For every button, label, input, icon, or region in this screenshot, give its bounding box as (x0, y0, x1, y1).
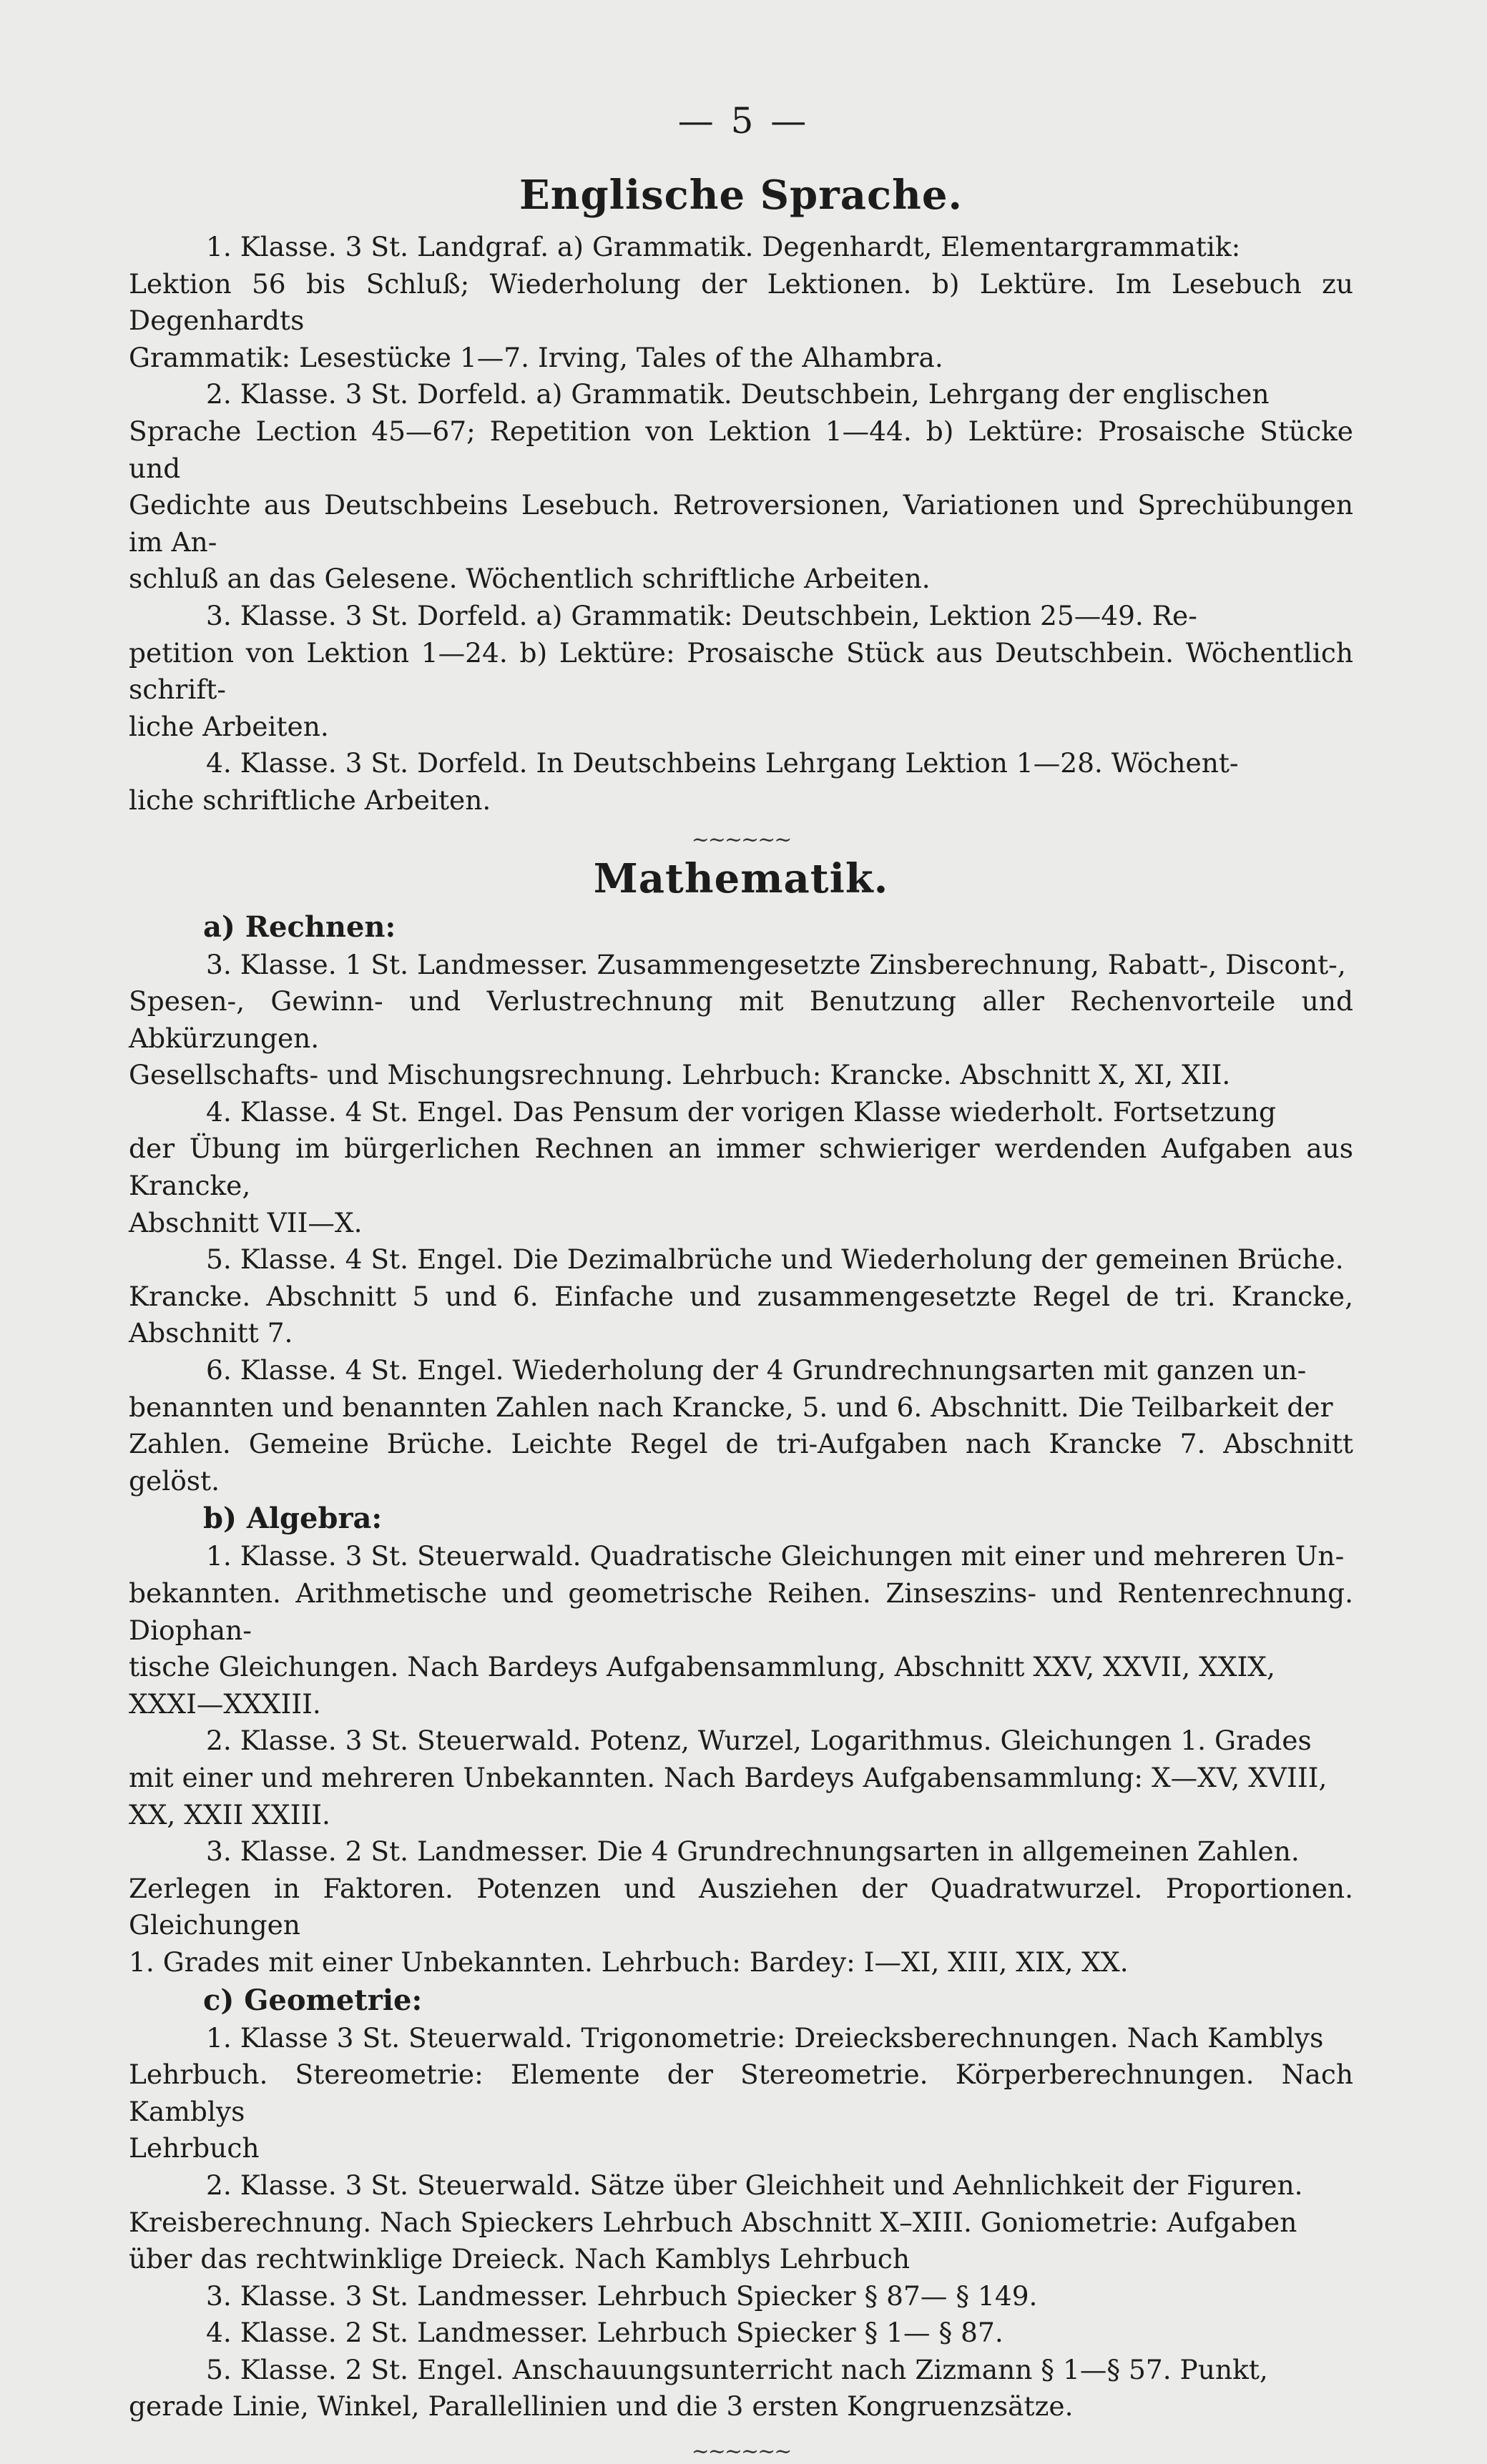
english-class-4: 4. Klasse. 3 St. Dorfeld. In Deutschbeins Lehrgang Lektion 1—28. Wöchent- liche schriftliche Arbeiten. (129, 747, 1239, 816)
geometrie-class-1: 1. Klasse 3 St. Steuerwald. Trigonometrie: Dreiecksberechnungen. Nach Kamblys Lehrbuch. Stereometrie: Elemente der Stereometrie. Körperberechnungen. Nach Kamblys Lehrbuch (129, 2021, 1353, 2164)
algebra-class-1: 1. Klasse. 3 St. Steuerwald. Quadratische Gleichungen mit einer und mehreren Un- bekannten. Arithmetische und geometrische Reihen. Zinseszins- und Rentenrechnung. Diophan- tische Gleichungen. Nach Bardeys Aufgabensammlung, Abschnitt XXV, XXVII, XXIX, XXXI—XXXIII. (129, 1540, 1353, 1720)
geometrie-class-4: 4. Klasse. 2 St. Landmesser. Lehrbuch Spiecker § 1— § 87. (206, 2317, 1003, 2349)
section-english (129, 172, 1353, 819)
subheading-algebra: b) Algebra: (203, 1502, 383, 1536)
rechnen-class-5: 5. Klasse. 4 St. Engel. Die Dezimalbrüche und Wiederholung der gemeinen Brüche. Krancke. Abschnitt 5 und 6. Einfache und zusammengesetzte Regel de tri. Krancke, Abschnitt 7. (129, 1243, 1353, 1349)
geometrie-class-3: 3. Klasse. 3 St. Landmesser. Lehrbuch Spiecker § 87— § 149. (206, 2280, 1038, 2312)
ornament-divider-end: ~~~~~~ (691, 2439, 791, 2464)
rechnen-class-3: 3. Klasse. 1 St. Landmesser. Zusammengesetzte Zinsberechnung, Rabatt-, Discont-, Spesen-, Gewinn- und Verlustrechnung mit Benutzung aller Rechenvorteile und Abkürzungen. Gesellschafts- und Mischungsrechnung. Lehrbuch: Krancke. Abschnitt X, XI, XII. (129, 948, 1353, 1091)
rechnen-class-4: 4. Klasse. 4 St. Engel. Das Pensum der vorigen Klasse wiederholt. Fortsetzung der Übung im bürgerlichen Rechnen an immer schwieriger werdenden Aufgaben aus Krancke, Abschnitt VII—X. (129, 1095, 1353, 1238)
subheading-rechnen: a) Rechnen: (203, 910, 396, 944)
english-class-1: 1. Klasse. 3 St. Landgraf. a) Grammatik. Degenhardt, Elementargrammatik: Lektion 56 bis Schluß; Wiederholung der Lektionen. b) Lektüre. Im Lesebuch zu Degenhardts Grammatik: Lesestücke 1—7. Irving, Tales of the Alhambra. (129, 231, 1353, 373)
algebra-class-3: 3. Klasse. 2 St. Landmesser. Die 4 Grundrechnungsarten in allgemeinen Zahlen. Zerlegen in Faktoren. Potenzen und Ausziehen der Quadratwurzel. Proportionen. Gleichungen 1. Grades mit einer Unbekannten. Lehrbuch: Bardey: I—XI, XIII, XIX, XX. (129, 1835, 1353, 1978)
section-mathematics (129, 855, 1353, 2426)
subheading-geometrie: c) Geometrie: (203, 1983, 423, 2017)
geometrie-class-5: 5. Klasse. 2 St. Engel. Anschauungsunterricht nach Zizmann § 1—§ 57. Punkt, gerade Linie, Winkel, Parallellinien und die 3 ersten Kongruenzsätze. (129, 2353, 1268, 2423)
page-number: — 5 — (677, 100, 810, 142)
section-title-english: Englische Sprache. (519, 172, 963, 219)
geometrie-class-2: 2. Klasse. 3 St. Steuerwald. Sätze über Gleichheit und Aehnlichkeit der Figuren. Kreisberechnung. Nach Spieckers Lehrbuch Abschnitt X–XIII. Goniometrie: Aufgaben über das rechtwinklige Dreieck. Nach Kamblys Lehrbuch (129, 2169, 1303, 2275)
rechnen-class-6: 6. Klasse. 4 St. Engel. Wiederholung der 4 Grundrechnungsarten mit ganzen un- benannten und benannten Zahlen nach Krancke, 5. und 6. Abschnitt. Die Teilbarkeit der Zahlen. Gemeine Brüche. Leichte Regel de tri-Aufgaben nach Krancke 7. Abschnitt gelöst. (129, 1354, 1353, 1497)
section-title-mathematics: Mathematik. (593, 854, 889, 902)
algebra-class-2: 2. Klasse. 3 St. Steuerwald. Potenz, Wurzel, Logarithmus. Gleichungen 1. Grades mit einer und mehreren Unbekannten. Nach Bardeys Aufgabensammlung: X—XV, XVIII, XX, XXII XXIII. (129, 1725, 1327, 1830)
english-class-3: 3. Klasse. 3 St. Dorfeld. a) Grammatik: Deutschbein, Lektion 25—49. Re- petition von Lektion 1—24. b) Lektüre: Prosaische Stück aus Deutschbein. Wöchentlich schrift- liche Arbeiten. (129, 599, 1353, 742)
page-content (129, 172, 1353, 2463)
ornament-divider: ~~~~~~ (691, 827, 791, 852)
english-class-2: 2. Klasse. 3 St. Dorfeld. a) Grammatik. Deutschbein, Lehrgang der englischen Sprache Lection 45—67; Repetition von Lektion 1—44. b) Lektüre: Prosaische Stücke und Gedichte aus Deutschbeins Lesebuch. Retroversionen, Variationen und Sprechübungen im An- schluß an das Gelesene. Wöchentlich schriftliche Arbeiten. (129, 378, 1353, 595)
